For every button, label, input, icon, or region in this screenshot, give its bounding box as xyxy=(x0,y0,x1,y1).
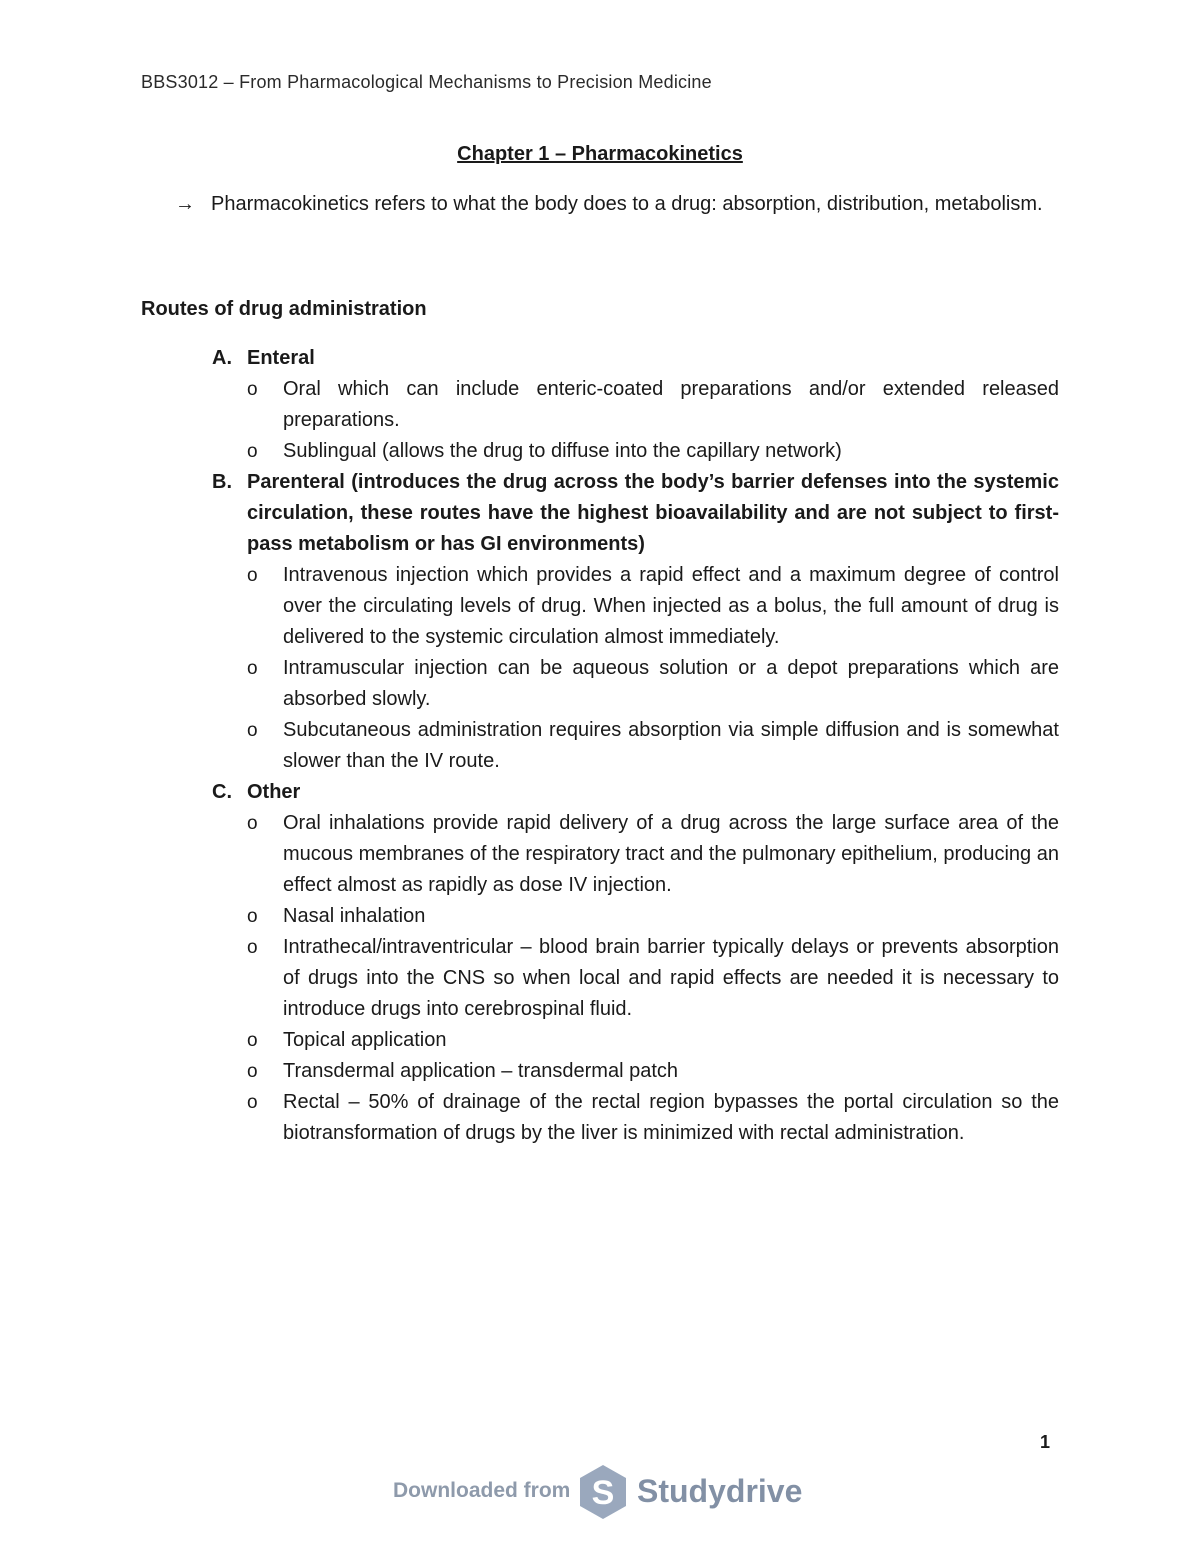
circle-bullet-icon: o xyxy=(247,565,258,586)
category-label: Parenteral (introduces the drug across the body’s barrier defenses into the systemic circulation, these routes have the highest bioavailability and are not subject to first-pass metabolism or has GI environments) xyxy=(247,471,1059,555)
circle-bullet-icon: o xyxy=(247,937,258,958)
category-letter: A. xyxy=(212,347,232,369)
circle-bullet-icon: o xyxy=(247,379,258,400)
list-item xyxy=(247,374,1059,436)
circle-bullet-icon: o xyxy=(247,720,258,741)
category-letter: C. xyxy=(212,781,232,803)
list-item-text: Intramuscular injection can be aqueous solution or a depot preparations which are absorbed slowly. xyxy=(283,657,1059,710)
circle-bullet-icon: o xyxy=(247,1092,258,1113)
chapter-title: Chapter 1 – Pharmacokinetics xyxy=(457,143,743,165)
list-item-text: Oral which can include enteric-coated preparations and/or extended released preparations. xyxy=(283,378,1059,431)
download-footer xyxy=(393,1463,813,1523)
category-block xyxy=(212,777,1059,808)
studydrive-brand: Studydrive xyxy=(637,1473,803,1509)
category-label: Other xyxy=(247,781,301,803)
studydrive-logo-icon xyxy=(577,1463,629,1521)
category-items xyxy=(247,808,1059,1149)
list-item-text: Transdermal application – transdermal patch xyxy=(283,1060,679,1082)
arrow-bullet-icon: → xyxy=(175,193,195,215)
list-item xyxy=(247,653,1059,715)
circle-bullet-icon: o xyxy=(247,813,258,834)
section-heading: Routes of drug administration xyxy=(141,298,427,320)
intro-paragraph xyxy=(175,189,1059,220)
category-block xyxy=(212,467,1059,560)
list-item-text: Oral inhalations provide rapid delivery of a drug across the large surface area of the mucous membranes of the respiratory tract and the pulmonary epithelium, producing an effect almost as rapidly as dose IV injection. xyxy=(283,812,1059,896)
category-label: Enteral xyxy=(247,347,315,369)
list-item xyxy=(247,901,1059,932)
list-item xyxy=(247,436,1059,467)
intro-text: Pharmacokinetics refers to what the body does to a drug: absorption, distribution, metabolism. xyxy=(211,193,1043,215)
list-item xyxy=(247,808,1059,901)
page-number: 1 xyxy=(1040,1432,1051,1452)
circle-bullet-icon: o xyxy=(247,658,258,679)
list-item xyxy=(247,1056,1059,1087)
list-item-text: Sublingual (allows the drug to diffuse into the capillary network) xyxy=(283,440,842,462)
circle-bullet-icon: o xyxy=(247,1061,258,1082)
list-item-text: Topical application xyxy=(283,1029,447,1051)
list-item-text: Nasal inhalation xyxy=(283,905,426,927)
circle-bullet-icon: o xyxy=(247,906,258,927)
list-item-text: Subcutaneous administration requires absorption via simple diffusion and is somewhat slower than the IV route. xyxy=(283,719,1059,772)
list-item xyxy=(247,1087,1059,1149)
category-block xyxy=(212,343,1059,374)
list-item xyxy=(247,932,1059,1025)
list-item-text: Intravenous injection which provides a rapid effect and a maximum degree of control over the circulating levels of drug. When injected as a bolus, the full amount of drug is delivered to the systemic circulation almost immediately. xyxy=(283,564,1059,648)
circle-bullet-icon: o xyxy=(247,441,258,462)
downloaded-from-text: Downloaded from xyxy=(393,1479,571,1502)
running-header: BBS3012 – From Pharmacological Mechanisms to Precision Medicine xyxy=(141,72,712,92)
category-letter: B. xyxy=(212,471,232,493)
category-items xyxy=(247,560,1059,777)
category-items xyxy=(247,374,1059,467)
list-item xyxy=(247,560,1059,653)
list-item-text: Intrathecal/intraventricular – blood brain barrier typically delays or prevents absorption of drugs into the CNS so when local and rapid effects are needed it is necessary to introduce drugs into cerebrospinal fluid. xyxy=(283,936,1059,1020)
routes-outline xyxy=(212,343,1059,1149)
circle-bullet-icon: o xyxy=(247,1030,258,1051)
list-item-text: Rectal – 50% of drainage of the rectal region bypasses the portal circulation so the biotransformation of drugs by the liver is minimized with rectal administration. xyxy=(283,1091,1059,1144)
list-item xyxy=(247,715,1059,777)
list-item xyxy=(247,1025,1059,1056)
logo-letter: S xyxy=(591,1474,615,1512)
